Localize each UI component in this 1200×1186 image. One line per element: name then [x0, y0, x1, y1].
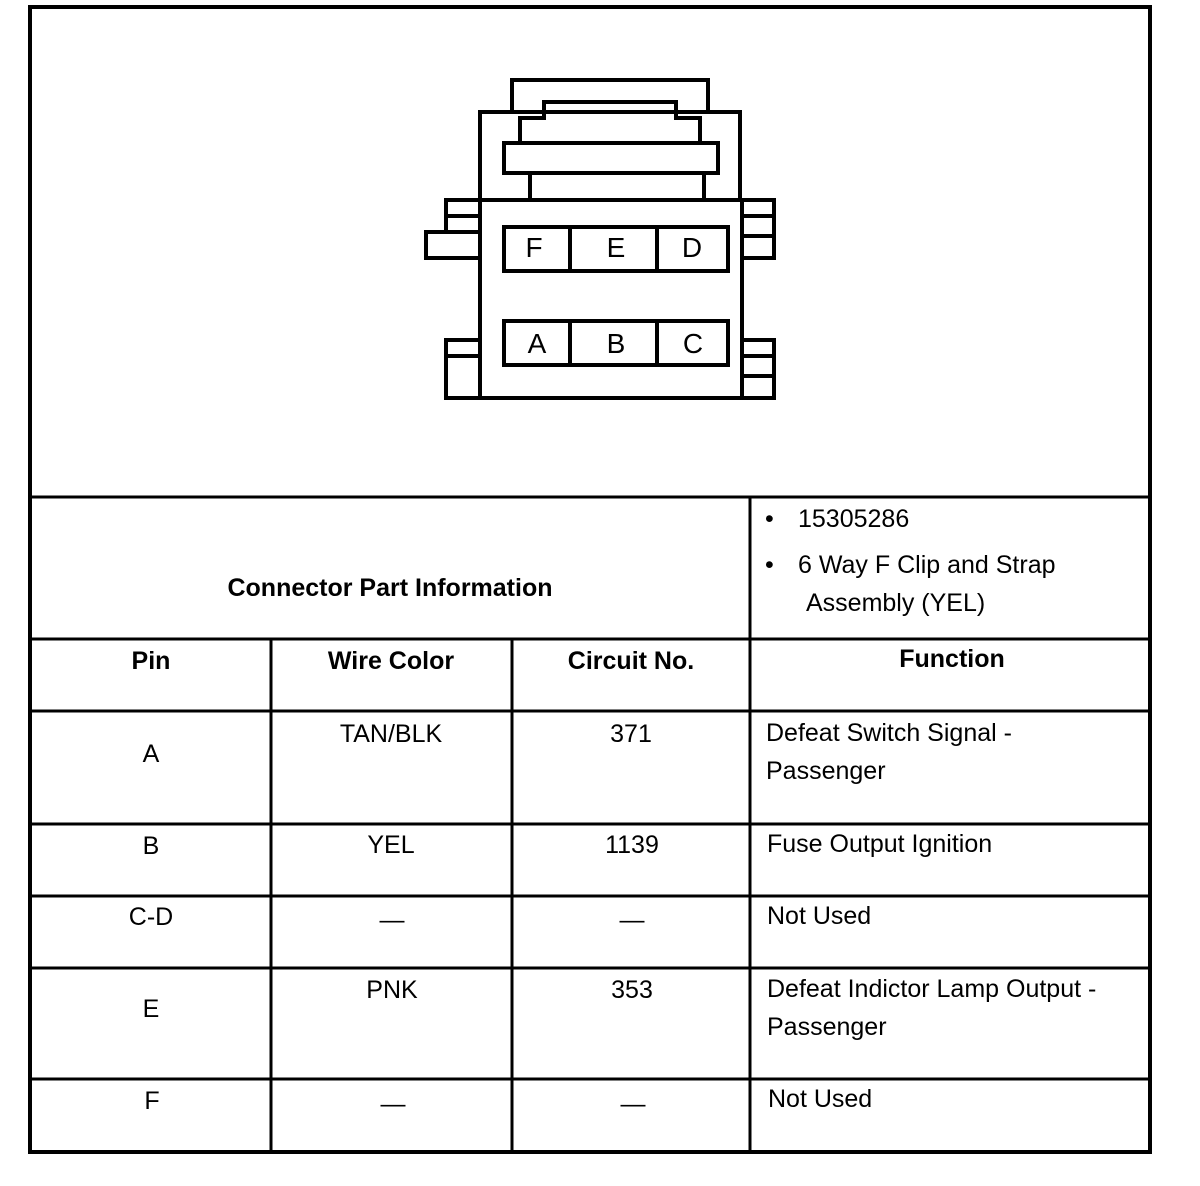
wire-color-empty-dash: — [379, 906, 405, 934]
part-number: 15305286 [798, 505, 910, 533]
function-cell-cont: Passenger [767, 1013, 887, 1041]
part-description-cont: Assembly (YEL) [806, 589, 986, 617]
connector-latch-strap [520, 102, 700, 143]
connector-ear-left-top [426, 200, 480, 258]
cavity-label-d: D [681, 232, 703, 263]
connector-diagram [426, 80, 774, 398]
cavity-label-f: F [525, 232, 543, 263]
pin-cell: A [142, 740, 160, 768]
pin-cell: E [142, 995, 160, 1023]
part-info-label: Connector Part Information [227, 574, 553, 602]
circuit-cell: 371 [610, 720, 652, 748]
part-description: 6 Way F Clip and Strap [798, 551, 1056, 579]
pin-cell: F [144, 1087, 160, 1115]
circuit-empty-dash: — [620, 1090, 646, 1118]
function-cell: Not Used [768, 1085, 873, 1113]
function-cell: Defeat Indictor Lamp Output - [767, 975, 1097, 1003]
wire-color-cell: PNK [366, 976, 418, 1004]
circuit-empty-dash: — [619, 906, 645, 934]
connector-latch-top [512, 80, 708, 112]
bullet-icon: • [765, 505, 774, 533]
bullet-icon: • [765, 551, 774, 579]
header-function: Function [899, 645, 1005, 673]
circuit-cell: 353 [611, 976, 653, 1004]
function-cell: Fuse Output Ignition [767, 830, 993, 858]
wire-color-empty-dash: — [380, 1090, 406, 1118]
cavity-label-b: B [606, 328, 626, 359]
header-wire-color: Wire Color [327, 647, 455, 675]
cavity-label-e: E [606, 232, 626, 263]
connector-latch-bar [504, 143, 718, 173]
cavity-label-c: C [682, 328, 704, 359]
connector-body [480, 200, 742, 398]
function-cell: Defeat Switch Signal - [766, 719, 1012, 747]
function-cell-cont: Passenger [766, 757, 886, 785]
circuit-cell: 1139 [605, 831, 659, 859]
pin-cell: C-D [128, 903, 174, 931]
cavity-label-a: A [527, 328, 547, 359]
connector-ear-right-bottom [742, 340, 774, 398]
wire-color-cell: YEL [367, 831, 415, 859]
connector-ear-right-top [742, 200, 774, 258]
function-cell: Not Used [767, 902, 872, 930]
header-pin: Pin [131, 647, 171, 675]
pin-cell: B [142, 832, 160, 860]
wire-color-cell: TAN/BLK [339, 720, 443, 748]
header-circuit-no: Circuit No. [567, 647, 695, 675]
connector-ear-left-bottom [446, 340, 480, 398]
